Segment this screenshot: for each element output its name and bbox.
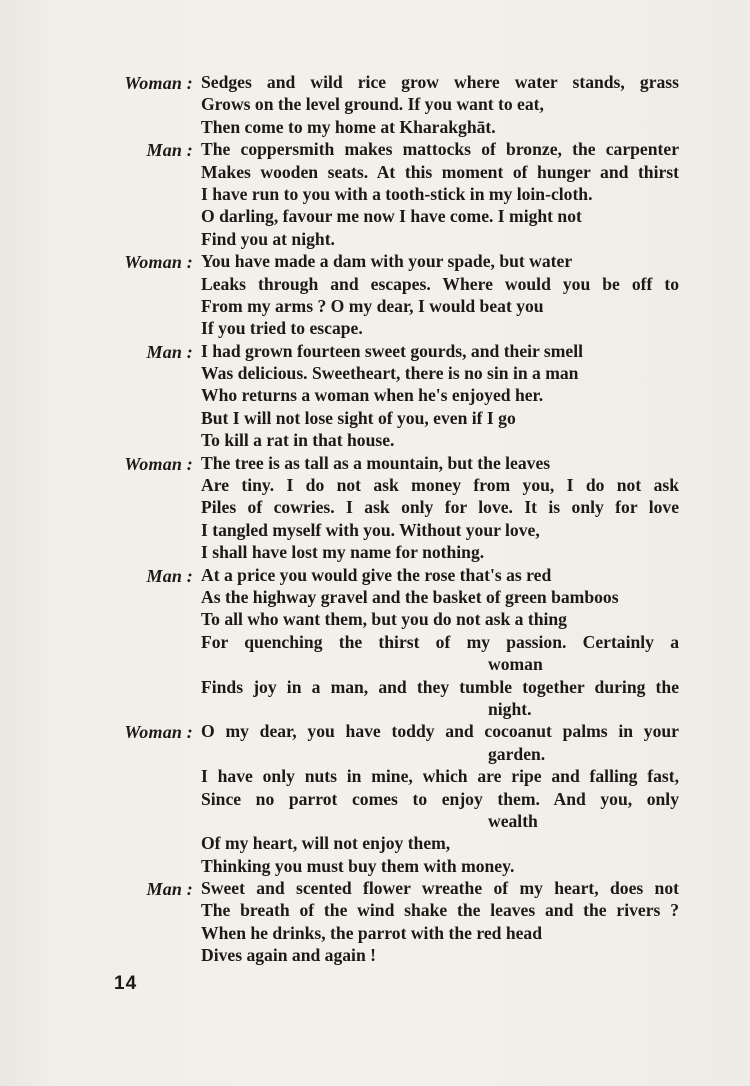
stanza [0, 250, 750, 340]
poem-line: O darling, favour me now I have come. I might not [201, 206, 582, 227]
poem-body [0, 71, 750, 967]
poem-line: Who returns a woman when he's enjoyed her. [201, 385, 544, 406]
speaker-label: Man : [146, 879, 193, 900]
poem-line: Finds joy in a man, and they tumble together during the [201, 676, 679, 697]
poem-line: As the highway gravel and the basket of green bamboos [201, 586, 619, 607]
poem-line: To kill a rat in that house. [201, 430, 395, 451]
stanza [0, 340, 750, 452]
poem-line: O my dear, you have toddy and cocoanut palms in your [201, 721, 679, 742]
poem-line-continuation: garden. [488, 743, 546, 764]
stanza [0, 71, 750, 138]
poem-line [201, 698, 679, 720]
poem-line [201, 810, 679, 832]
stanza [0, 564, 750, 721]
poem-line: Thinking you must buy them with money. [201, 855, 515, 876]
poem-line: Since no parrot comes to enjoy them. And you, only [201, 788, 679, 809]
speaker-label: Woman : [124, 252, 193, 273]
poem-line: Grows on the level ground. If you want to eat, [201, 94, 544, 115]
poem-line: For quenching the thirst of my passion. Certainly a [201, 631, 679, 652]
poem-line: I shall have lost my name for nothing. [201, 542, 485, 563]
poem-line [201, 743, 679, 765]
poem-line-continuation: night. [488, 698, 532, 719]
poem-line [201, 653, 679, 675]
speaker-label: Man : [146, 140, 193, 161]
poem-line: I had grown fourteen sweet gourds, and their smell [201, 340, 584, 361]
poem-line: Leaks through and escapes. Where would you be off to [201, 273, 679, 294]
speaker-label: Man : [146, 565, 193, 586]
poem-line: Find you at night. [201, 228, 335, 249]
stanza [0, 877, 750, 967]
poem-line-continuation: wealth [488, 810, 538, 831]
poem-line: I have run to you with a tooth-stick in my loin-cloth. [201, 183, 593, 204]
stanza [0, 138, 750, 250]
poem-line: From my arms ? O my dear, I would beat you [201, 295, 544, 316]
speaker-label: Man : [146, 341, 193, 362]
poem-line: Of my heart, will not enjoy them, [201, 833, 451, 854]
poem-line: Sedges and wild rice grow where water stands, grass [201, 72, 679, 92]
poem-line: When he drinks, the parrot with the red head [201, 922, 542, 943]
speaker-label: Woman : [124, 453, 193, 474]
poem-line: I tangled myself with you. Without your love, [201, 519, 540, 540]
stanza [0, 720, 750, 877]
poem-line: Piles of cowries. I ask only for love. It is only for love [201, 497, 679, 518]
poem-line: To all who want them, but you do not ask a thing [201, 609, 567, 630]
speaker-label: Woman : [124, 722, 193, 743]
poem-line: Was delicious. Sweetheart, there is no sin in a man [201, 363, 579, 384]
poem-line: At a price you would give the rose that's as red [201, 564, 552, 585]
page-number: 14 [114, 973, 138, 994]
poem-line: Makes wooden seats. At this moment of hunger and thirst [201, 161, 679, 182]
poem-line: The breath of the wind shake the leaves and the rivers ? [201, 900, 679, 921]
poem-line: Are tiny. I do not ask money from you, I do not ask [201, 475, 679, 496]
poem-line-continuation: woman [488, 654, 543, 675]
stanza [0, 452, 750, 564]
poem-line: You have made a dam with your spade, but water [201, 251, 573, 272]
speaker-label: Woman : [124, 73, 193, 93]
poem-line: Sweet and scented flower wreathe of my heart, does not [201, 878, 679, 899]
poem-line: But I will not lose sight of you, even if I go [201, 407, 516, 428]
poem-line: I have only nuts in mine, which are ripe and falling fast, [201, 766, 679, 787]
poem-line: The coppersmith makes mattocks of bronze, the carpenter [201, 139, 679, 160]
poem-line: Then come to my home at Kharakghāt. [201, 116, 496, 137]
poem-line: The tree is as tall as a mountain, but the leaves [201, 452, 551, 473]
poem-line: If you tried to escape. [201, 318, 363, 339]
poem-line: Dives again and again ! [201, 945, 376, 966]
